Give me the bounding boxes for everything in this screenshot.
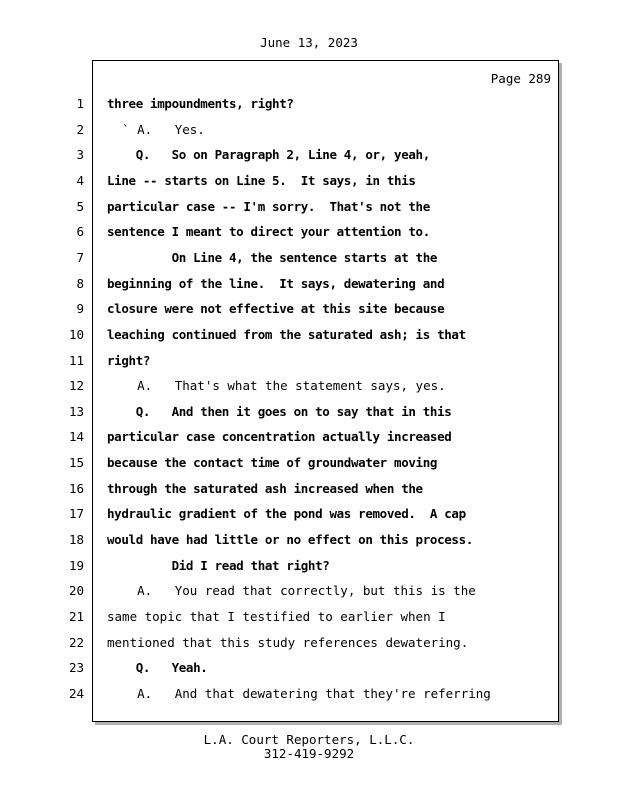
- line-text: Q. Yeah.: [107, 660, 208, 676]
- line-text: Did I read that right?: [107, 557, 330, 573]
- line-text: A. That's what the statement says, yes.: [107, 378, 446, 394]
- line-number: 10: [68, 326, 84, 342]
- line-number: 19: [68, 557, 84, 573]
- line-text: beginning of the line. It says, dewatering and: [107, 275, 445, 291]
- line-number: 24: [68, 685, 84, 701]
- line-text: A. You read that correctly, but this is the: [107, 583, 476, 599]
- transcript-line: [0, 250, 618, 268]
- transcript-line: [0, 147, 618, 165]
- line-text: particular case concentration actually increased: [107, 429, 452, 445]
- line-number: 8: [76, 275, 84, 291]
- transcript-line: [0, 455, 618, 473]
- transcript-line: [0, 558, 618, 576]
- line-number: 4: [76, 172, 84, 188]
- transcript-line: [0, 686, 618, 704]
- transcript-line: [0, 635, 618, 653]
- line-text: same topic that I testified to earlier when I: [107, 609, 446, 624]
- line-text: hydraulic gradient of the pond was removed. A cap: [107, 506, 466, 522]
- line-text: mentioned that this study references dewatering.: [107, 634, 469, 650]
- line-number: 11: [68, 352, 84, 368]
- line-number: 22: [68, 634, 84, 650]
- transcript-line: [0, 660, 618, 678]
- line-text: closure were not effective at this site because: [107, 301, 445, 317]
- line-number: 7: [76, 249, 84, 265]
- line-number: 12: [68, 378, 84, 394]
- line-text: sentence I meant to direct your attention to.: [107, 224, 430, 240]
- transcript-line: [0, 506, 618, 524]
- line-text: ` A. Yes.: [107, 121, 205, 137]
- line-number: 9: [76, 301, 84, 317]
- transcript-line: [0, 609, 618, 627]
- transcript-line: [0, 96, 618, 114]
- transcript-line: [0, 378, 618, 396]
- line-number: 2: [76, 121, 84, 137]
- line-number: 20: [68, 583, 84, 599]
- line-text: On Line 4, the sentence starts at the: [107, 249, 438, 265]
- footer: [0, 733, 618, 761]
- transcript-line: [0, 583, 618, 601]
- transcript-line: [0, 404, 618, 422]
- transcript-line: [0, 276, 618, 294]
- line-text: right?: [107, 352, 151, 368]
- line-number: 15: [68, 455, 84, 471]
- line-number: 6: [76, 224, 84, 240]
- line-number: 18: [68, 532, 84, 548]
- transcript-line: [0, 532, 618, 550]
- line-text: would have had little or no effect on this process.: [107, 532, 473, 548]
- transcript-line: [0, 429, 618, 447]
- line-number: 16: [68, 480, 84, 496]
- line-text: three impoundments, right?: [107, 96, 294, 111]
- line-number: 21: [68, 609, 84, 624]
- transcript-line: [0, 481, 618, 499]
- transcript-line: [0, 301, 618, 319]
- line-number: 13: [68, 403, 84, 419]
- line-number: 14: [68, 429, 84, 445]
- transcript-line: [0, 224, 618, 242]
- line-text: A. And that dewatering that they're referring: [107, 685, 491, 701]
- transcript-line: [0, 353, 618, 371]
- transcript-date: June 13, 2023: [260, 35, 358, 50]
- line-text: particular case -- I'm sorry. That's not the: [107, 198, 430, 214]
- line-number: 3: [76, 147, 84, 163]
- reporter-phone: 312-419-9292: [263, 746, 355, 761]
- line-number: 1: [76, 96, 84, 111]
- line-text: Q. So on Paragraph 2, Line 4, or, yeah,: [107, 147, 430, 163]
- line-number: 23: [68, 660, 84, 676]
- transcript-line: [0, 199, 618, 217]
- transcript-line: [0, 327, 618, 345]
- line-number: 5: [76, 198, 84, 214]
- line-text: because the contact time of groundwater moving: [107, 455, 438, 471]
- line-text: Line -- starts on Line 5. It says, in this: [107, 172, 416, 188]
- line-text: leaching continued from the saturated ash; is that: [107, 326, 466, 342]
- transcript-line: [0, 173, 618, 191]
- line-text: Q. And then it goes on to say that in this: [107, 403, 452, 419]
- transcript-line: [0, 122, 618, 140]
- line-text: through the saturated ash increased when the: [107, 480, 423, 496]
- reporter-company: L.A. Court Reporters, L.L.C.: [203, 732, 415, 747]
- line-number: 17: [68, 506, 84, 522]
- page-number: Page 289: [490, 71, 551, 86]
